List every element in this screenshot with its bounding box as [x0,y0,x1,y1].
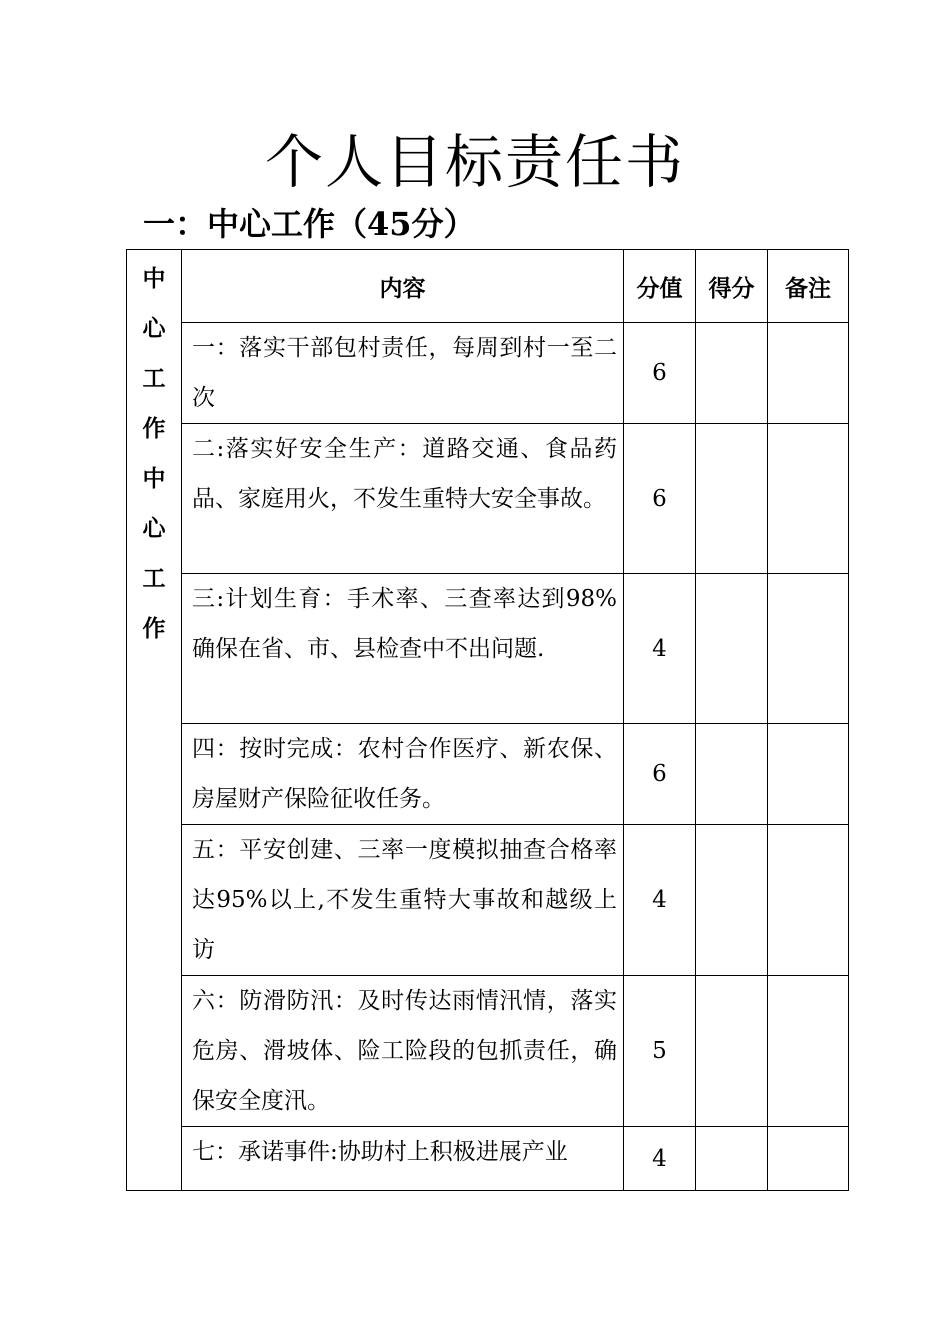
row-content: 一：落实干部包村责任，每周到村一至二次 [182,323,624,424]
row-remark [768,1127,849,1191]
table-row [127,1127,849,1191]
header-value: 分值 [624,250,696,323]
row-content: 六：防滑防汛：及时传达雨情汛情，落实危房、滑坡体、险工险段的包抓责任，确保安全度汛。 [182,976,624,1127]
section-heading: 一：中心工作（45分） [143,205,476,243]
row-score [696,1127,768,1191]
row-remark [768,424,849,574]
row-score [696,976,768,1127]
row-remark [768,825,849,976]
row-value: 4 [624,574,696,724]
row-value: 4 [624,825,696,976]
side-label-column [127,250,182,1191]
row-value: 6 [624,424,696,574]
row-content: 五：平安创建、三率一度模拟抽查合格率达95%以上,不发生重特大事故和越级上访 [182,825,624,976]
side-label-char: 中 [142,465,166,492]
side-label-char: 心 [142,315,166,342]
table-row [127,976,849,1127]
document-title: 个人目标责任书 [264,128,685,196]
table-row [127,724,849,825]
row-score [696,424,768,574]
header-score: 得分 [696,250,768,323]
side-label-char: 中 [142,265,166,292]
table-row [127,574,849,724]
row-content: 七：承诺事件:协助村上积极进展产业 [182,1127,624,1191]
row-remark [768,574,849,724]
row-score [696,825,768,976]
side-label-char: 作 [142,615,166,642]
table-row [127,323,849,424]
side-label-char: 工 [142,365,166,392]
table-header-row [127,250,849,323]
side-label-char: 心 [142,515,166,542]
side-label-char: 作 [142,415,166,442]
row-remark [768,323,849,424]
header-content: 内容 [182,250,624,323]
row-score [696,574,768,724]
side-label-char: 工 [142,565,166,592]
score-table [126,249,849,1191]
table-row [127,825,849,976]
row-score [696,323,768,424]
row-content: 三:计划生育：手术率、三查率达到98%确保在省、市、县检查中不出问题. [182,574,624,724]
row-content: 四：按时完成：农村合作医疗、新农保、房屋财产保险征收任务。 [182,724,624,825]
row-content: 二:落实好安全生产：道路交通、食品药品、家庭用火，不发生重特大安全事故。 [182,424,624,574]
row-value: 5 [624,976,696,1127]
row-remark [768,976,849,1127]
header-remark: 备注 [768,250,849,323]
row-value: 6 [624,323,696,424]
row-score [696,724,768,825]
row-value: 4 [624,1127,696,1191]
row-value: 6 [624,724,696,825]
row-remark [768,724,849,825]
table-row [127,424,849,574]
